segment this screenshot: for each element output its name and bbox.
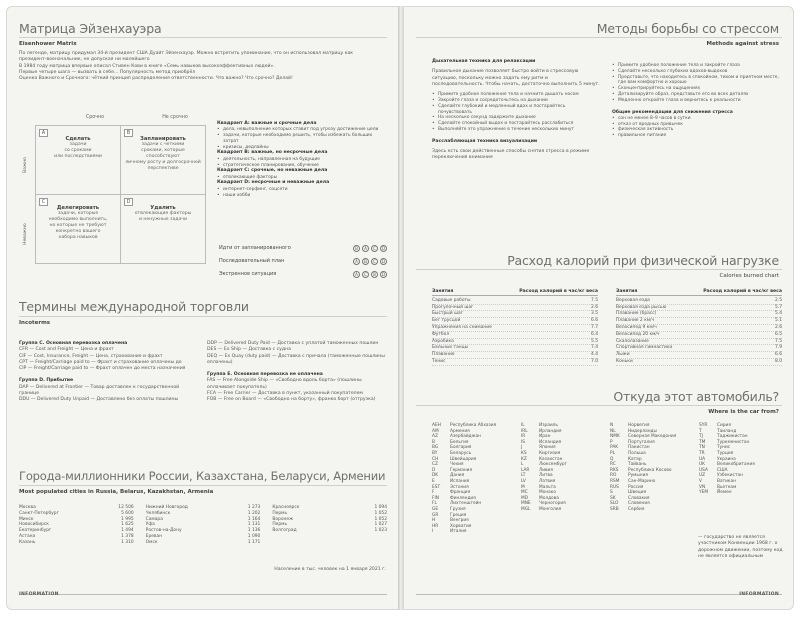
city-population: 5 600: [121, 510, 134, 516]
kcal-value: 3.5: [591, 311, 598, 317]
car-country: Испания: [450, 478, 470, 484]
car-code: N: [610, 423, 614, 428]
car-country: Бельгия: [450, 439, 469, 445]
car-code: DK: [432, 473, 439, 479]
car-code: Q: [610, 456, 614, 462]
activity-name: Скалолазание: [616, 338, 649, 344]
kcal-value: 7.5: [591, 297, 598, 303]
car-code: P: [610, 439, 613, 445]
car-code: SYR: [699, 423, 708, 428]
incoterms-title: Термины международной торговли: [19, 299, 249, 314]
calories-header: [432, 289, 598, 296]
car-code: TR: [699, 450, 705, 456]
car-code: LAR: [521, 467, 530, 473]
activity-name: Велосипед 20 км/ч: [616, 331, 660, 337]
car-code: NL: [610, 428, 616, 434]
table-row: [616, 325, 782, 332]
car-code: USA: [699, 467, 708, 473]
car-country: Болгария: [450, 445, 472, 451]
car-code: J: [521, 445, 523, 451]
car-country: Таиланд: [717, 428, 737, 434]
car-code: LV: [521, 478, 526, 484]
car-code: EST: [432, 484, 441, 490]
city-name: Новосибирск: [19, 522, 49, 528]
stress-right-col: • Примите удобное положение тела и закройте глаза • Сделайте несколько глубоких вдохов-выдохов • Представьте, что находитесь в спокойном, тихом и приятном месте, где вам комфортно и хорошо • Сконцентрируйтесь на ощущениях • Детализируйте образ, представьте его во всех деталях • Медленно откройте глаза и вернитесь к реальности Общие рекомендации для снижения стресса • сон не менее 8–9 часов в сутки • отказ от вредных привычек • физическая активность • правильное питание: [612, 63, 782, 139]
table-row: [19, 540, 134, 546]
col-activity: Занятия: [616, 289, 638, 294]
car-country: Словакия: [628, 495, 650, 501]
cities-table: [19, 505, 387, 546]
car-code: RC: [610, 462, 616, 468]
activity-name: Велосипед 9 км/ч: [616, 324, 657, 330]
car-country: Северная Македония: [628, 434, 677, 440]
cities-column: [146, 505, 261, 546]
car-country: Норвегия: [628, 423, 650, 428]
car-code: H: [432, 518, 436, 524]
car-code: PL: [610, 450, 615, 456]
col-kcal: Расход калорий в час/кг веса: [519, 289, 598, 294]
car-country: Финляндия: [450, 495, 476, 501]
activity-name: Верховая езда рысью: [616, 304, 667, 310]
car-country: Румыния: [628, 473, 648, 479]
quadrant-d: D Удалить отвлекающие факторы и ненужные задачи: [120, 194, 206, 264]
cars-column: [610, 423, 693, 535]
car-code: KZ: [521, 456, 527, 462]
car-country: Япония: [539, 445, 556, 451]
kcal-value: 7.5: [775, 338, 782, 344]
car-country: Ливия: [539, 467, 553, 473]
car-country: Йемен: [717, 490, 732, 496]
right-page: [403, 6, 794, 610]
kcal-value: 6.4: [591, 331, 598, 337]
city-population: 1 164: [247, 516, 261, 522]
table-row: [616, 318, 782, 325]
car-code: TJ: [699, 434, 703, 440]
table-row: [432, 345, 598, 352]
table-row: [616, 298, 782, 305]
car-code: PAK: [610, 445, 619, 451]
label-not-important: Неважно: [23, 223, 28, 245]
car-country: Лихтенштейн: [450, 501, 482, 507]
city-name: Минск: [19, 516, 34, 522]
car-country: Тайвань: [628, 462, 647, 468]
city-name: Пермь: [272, 510, 288, 516]
car-code: HR: [432, 523, 439, 529]
table-row: [616, 332, 782, 339]
city-name: Самара: [145, 516, 163, 522]
activity-name: Бальные танцы: [432, 345, 469, 351]
cars-column: [699, 423, 782, 535]
car-code: S: [610, 490, 613, 496]
cars-subtitle: Where is the car from?: [708, 409, 779, 415]
activity-name: Верховая езда: [616, 297, 650, 303]
flow-row: Последовательный план A B C D: [219, 257, 386, 264]
car-country: Греция: [450, 512, 467, 518]
quadrant-a: A Сделать задачи со сроками или последствиями: [35, 125, 121, 195]
car-code: TM: [699, 439, 706, 445]
car-country: Ватикан: [717, 478, 736, 484]
calories-subtitle: Calories burned chart: [719, 273, 779, 279]
car-country: Ирландия: [539, 428, 562, 434]
city-population: 1 090: [247, 533, 261, 539]
city-population: 1 494: [121, 528, 134, 534]
car-code: GE: [432, 506, 439, 512]
car-country: Монако: [539, 490, 557, 496]
notebook-spread: [6, 6, 794, 618]
car-country: Израиль: [539, 423, 558, 428]
car-country: Иран: [539, 434, 551, 440]
car-country: Швейцария: [450, 456, 477, 462]
city-population: 1 027: [374, 522, 388, 528]
cars-table: [432, 423, 782, 535]
car-country: Эстония: [450, 484, 469, 490]
city-population: 1 995: [121, 516, 134, 522]
car-country: Туркменистан: [717, 439, 750, 445]
car-code-row: [610, 507, 693, 513]
car-code: RSM: [610, 478, 620, 484]
car-country: Италия: [450, 529, 467, 535]
city-name: Уфа: [145, 522, 155, 528]
city-population: 12 506: [118, 505, 134, 510]
table-row: [432, 298, 598, 305]
car-country: США: [717, 467, 728, 473]
car-country: Беларусь: [450, 450, 472, 456]
activity-name: Быстрый шаг: [432, 311, 463, 317]
car-code: LT: [521, 473, 526, 479]
kcal-value: 5.4: [775, 311, 782, 317]
car-country: Республика Косово: [628, 467, 672, 473]
car-country: Узбекистан: [717, 473, 743, 479]
car-code: CZ: [432, 462, 438, 468]
car-code: MNE: [521, 501, 531, 507]
car-code: FL: [432, 501, 437, 507]
calories-header: [616, 289, 782, 296]
calories-table-right: [616, 289, 782, 366]
car-country: Турция: [717, 450, 734, 456]
cities-column: [19, 505, 134, 546]
city-name: Волгоград: [272, 528, 297, 534]
eisenhower-title: Матрица Эйзенхауэра: [19, 21, 162, 36]
kcal-value: 6.5: [775, 331, 782, 337]
city-population: 1 378: [121, 533, 134, 539]
stress-left-col: Дыхательная техника для релаксации Правильное дыхание позволяет быстро войти в стрессовую ситуацию, поскольку можно задать ему ритм и последовательность. Чтобы начать, достаточно выполнить 5 минут. • Примите удобное положение тела и начните дышать носом • Закройте глаза и сосредоточьтесь на дыхании • Сделайте глубокий и медленный вдох и постарайтесь почувствовать • На несколько секунд задержите дыхание • Сделайте спокойный выдох и постарайтесь расслабиться • Выполняйте это упражнение в течение нескольких минут Расслабляющая техника визуализации Здесь есть свои действенные способы снятия стресса в режиме переключения внимания: [432, 59, 600, 162]
city-population: 1 131: [247, 522, 261, 528]
table-row: [616, 359, 782, 366]
car-code: YEM: [699, 490, 709, 496]
car-country: Молдова: [539, 495, 559, 501]
car-code: MD: [521, 495, 529, 501]
activity-name: Футбол: [432, 331, 450, 337]
table-row: [432, 332, 598, 339]
kcal-value: 2.6: [591, 304, 598, 310]
calories-table-left: [432, 289, 598, 366]
car-code-row: [521, 507, 604, 513]
car-code: GR: [432, 512, 439, 518]
city-population: 1 052: [374, 510, 388, 516]
activity-name: Прогулочный шаг: [432, 304, 474, 310]
car-code: SRB: [610, 506, 619, 512]
kcal-value: 5.1: [775, 318, 782, 324]
incoterms-left: Группа C. Основная перевозка оплачена CFR — Cost and Freight — Цена и фрахт CIF — Cost, Insurance, Freight — Цена, страхование и фрахт CPT — Freight/Carriage paid to — Фрахт и страхование оплачены до CIP — Freight/Carriage paid to — Фрахт оплачен до места назначения Группа D. Прибытие DAP — Delivered at Frontier — Товар доставлен к государственной границе DDU — Delivered Duty Unpaid — Доставлено без оплаты пошлины: [19, 341, 186, 403]
col-kcal: Расход калорий в час/кг веса: [703, 289, 782, 294]
car-code: I: [432, 529, 434, 535]
kcal-value: 7.9: [775, 345, 782, 351]
activity-name: Бег трусцой: [432, 318, 461, 324]
car-country: Германия: [450, 467, 473, 473]
car-country: Монголия: [539, 506, 562, 512]
car-code: MC: [521, 490, 528, 496]
car-country: Венгрия: [450, 518, 469, 524]
car-country: Черногория: [539, 501, 566, 507]
city-name: Омск: [145, 539, 158, 545]
activity-name: Плавание (брасс): [616, 311, 657, 317]
city-population: 1 171: [247, 539, 261, 545]
cars-title: Откуда этот автомобиль?: [613, 389, 779, 404]
car-country: Латвия: [539, 478, 556, 484]
activity-name: Аэробика: [432, 338, 454, 344]
activity-name: Лыжи: [616, 352, 630, 358]
car-country: Нидерланды: [628, 428, 657, 434]
city-name: Казань: [19, 539, 36, 545]
city-name: Челябинск: [145, 510, 171, 516]
activity-name: Плавание: [432, 352, 455, 358]
car-code: IL: [521, 423, 525, 428]
city-name: Москва: [19, 505, 36, 510]
car-code: MGL: [521, 506, 531, 512]
car-code: TN: [699, 445, 705, 451]
car-code: VN: [699, 484, 706, 490]
kcal-value: 6.6: [775, 352, 782, 358]
city-name: Ростов-на-Дону: [145, 528, 182, 534]
city-population: 1 136: [247, 528, 261, 534]
city-population: 1 202: [247, 510, 261, 516]
car-code: RO: [610, 473, 617, 479]
car-country: Пакистан: [628, 445, 650, 451]
car-code: UZ: [699, 473, 706, 479]
col-activity: Занятия: [432, 289, 454, 294]
car-country: Сан-Марино: [628, 478, 656, 484]
car-code: V: [699, 478, 702, 484]
city-name: Воронеж: [272, 516, 294, 522]
flow-row: Идти от запланированного B A C D: [219, 244, 386, 251]
activity-name: Тенис: [432, 358, 446, 364]
cars-column: [432, 423, 515, 535]
activity-name: Плавание 2 км/ч: [616, 318, 655, 324]
car-country: Исландия: [539, 439, 562, 445]
car-country: Хорватия: [450, 523, 472, 529]
car-country: Мальта: [539, 484, 556, 490]
car-country: Дания: [450, 473, 465, 479]
table-row: [432, 359, 598, 366]
city-population: 1 625: [121, 522, 134, 528]
eisenhower-subtitle: Eisenhower Matrix: [19, 41, 77, 47]
car-country: Литва: [539, 473, 553, 479]
car-code: L: [521, 462, 524, 468]
car-code: AM: [432, 428, 439, 434]
cities-note: Население в тыс. человек на 1 января 2021 г.: [274, 567, 386, 572]
car-code: SLO: [610, 501, 619, 507]
eisenhower-matrix: [19, 115, 213, 271]
car-code: M: [521, 484, 525, 490]
eisenhower-intro: По легенде, матрицу придумал 34-й президент США Дуайт Эйзенхауэр. Можно встретить упоминание, что он использовал матрицу как президент-военачальник, не допуская ни малейшего В 1984 году матрица впервые описал Стивен Кови в книге «Семь навыков высокоэффективных людей». Первые четыре шага — вызвать в себе... Популярность метод приобрёл Оценка Важного и Срочного: чёткий принцип распределения ответственности. Что важно? Что срочно? Делай!: [19, 51, 354, 82]
cities-title: Города-миллионники России, Казахстана, Беларуси, Армении: [19, 469, 386, 483]
car-code: AZ: [432, 434, 438, 440]
car-country: Чехия: [450, 462, 464, 468]
cities-subtitle: Most populated cities in Russia, Belarus, Kazakhstan, Armenia: [19, 489, 214, 495]
city-name: Ереван: [145, 533, 163, 539]
cars-column: [521, 423, 604, 535]
incoterms-right: DDP — Delivered Duty Paid — Доставка с уплатой таможенных пошлин DES — Ex Ship — Доставка с судна DEQ — Ex Quay (duty paid) — Доставка с причала (таможенные пошлины оплачены) Группа E. Основная перевозка не оплачена FAS — Free Alongside Ship — «Свободно вдоль борта» (пошлины оплачивает покупатель) FCA — Free Carrier — Доставка в пункт, указанный покупателем FOB — Free on Board — «Свободно на борту», франко борт (отгрузка): [207, 341, 385, 403]
right-footer: INFORMATION: [739, 592, 779, 597]
car-country: Грузия: [450, 506, 466, 512]
city-population: 1 023: [374, 528, 388, 534]
car-code: RKS: [610, 467, 619, 473]
car-country: Армения: [450, 428, 470, 434]
kcal-value: 7.7: [591, 324, 598, 330]
car-code: E: [432, 478, 435, 484]
stress-title: Методы борьбы со стрессом: [596, 21, 779, 36]
table-row: [432, 325, 598, 332]
city-name: Санкт-Петербург: [19, 510, 59, 516]
left-page: [6, 6, 399, 610]
header-urgent: Срочно: [85, 115, 105, 120]
city-population: 1 310: [121, 539, 134, 545]
car-country: Казахстан: [539, 456, 563, 462]
cars-note: — государство не является участником Конвенции 1968 г. о дорожном движении, поэтому код не является официальным: [698, 535, 783, 559]
car-country: Польша: [628, 450, 646, 456]
kcal-value: 5.5: [591, 338, 598, 344]
car-code: UK: [699, 462, 705, 468]
car-country: Франция: [450, 490, 471, 496]
car-country: Катар: [628, 456, 642, 462]
table-row: [272, 528, 387, 534]
car-code: IRL: [521, 428, 528, 434]
left-footer: INFORMATION: [19, 592, 59, 597]
kcal-value: 2.5: [775, 297, 782, 303]
activity-name: Спортивная гимнастика: [616, 345, 673, 351]
kcal-value: 2.6: [775, 324, 782, 330]
car-code-row: [432, 529, 515, 535]
kcal-value: 7.4: [591, 345, 598, 351]
car-code: CH: [432, 456, 439, 462]
car-country: Сирия: [717, 423, 731, 428]
car-code: D: [432, 467, 436, 473]
activity-name: Садовые работы: [432, 297, 471, 303]
city-name: Екатеринбург: [19, 528, 52, 534]
table-row: [432, 352, 598, 359]
car-code-row: [699, 490, 782, 496]
car-country: Украина: [717, 456, 736, 462]
car-country: Киргизия: [539, 450, 561, 456]
car-country: Таджикистан: [717, 434, 748, 440]
flow-sequences: [219, 241, 389, 280]
quadrant-c: C Делегировать задачи, которые необходимо выполнить, но которые не требуют конкретно вашего набора навыков: [35, 194, 121, 264]
kcal-value: 8.0: [775, 358, 782, 364]
incoterms-subtitle: Incoterms: [19, 320, 51, 326]
kcal-value: 4.4: [591, 352, 598, 358]
quadrant-b: B Запланировать задачи с четкими сроками, которые способствуют личному росту и долгосрочной перспективе: [120, 125, 206, 195]
kcal-value: 7.0: [591, 358, 598, 364]
label-important: Важно: [23, 157, 28, 173]
car-country: Республика Абхазия: [450, 423, 497, 428]
table-row: [432, 318, 598, 325]
car-country: Португалия: [628, 439, 655, 445]
car-country: Вьетнам: [717, 484, 737, 490]
cities-column: [272, 505, 387, 546]
table-row: [146, 540, 261, 546]
kcal-value: 5.7: [775, 304, 782, 310]
car-code: RUS: [610, 484, 619, 490]
city-name: Пермь: [272, 522, 288, 528]
car-country: Люксембург: [539, 462, 567, 468]
car-country: Словения: [628, 501, 650, 507]
city-name: Красноярск: [272, 505, 300, 510]
car-code: F: [432, 490, 435, 496]
car-code: B: [432, 439, 435, 445]
car-country: Сербия: [628, 506, 645, 512]
table-row: [616, 352, 782, 359]
city-population: 1 273: [247, 505, 261, 510]
car-country: Тунис: [717, 445, 731, 451]
kcal-value: 6.6: [591, 318, 598, 324]
city-name: Нижний Новгород: [145, 505, 188, 510]
car-code: BG: [432, 445, 439, 451]
city-name: Астана: [19, 533, 36, 539]
car-code: BY: [432, 450, 438, 456]
car-country: Азербайджан: [450, 434, 481, 440]
city-population: 1 094: [374, 505, 388, 510]
header-not-urgent: Не срочно: [162, 115, 188, 120]
car-country: Россия: [628, 484, 644, 490]
calories-title: Расход калорий при физической нагрузке: [507, 253, 779, 268]
stress-subtitle: Methods against stress: [706, 41, 779, 47]
activity-name: Упражнения на снимание: [432, 324, 492, 330]
city-population: 1 052: [374, 516, 388, 522]
table-row: [616, 345, 782, 352]
car-code: KS: [521, 450, 527, 456]
car-code: FIN: [432, 495, 439, 501]
car-code: SK: [610, 495, 616, 501]
car-code: AEH: [432, 423, 441, 428]
activity-name: Коньки: [616, 358, 633, 364]
car-country: Швеция: [628, 490, 647, 496]
car-code: IS: [521, 439, 525, 445]
quadrant-notes: Квадрант A: важные и срочные дела • дела, невыполнение которых ставит под угрозу достижение цели • задачи, которые необходимо решить, чтобы избежать больших затрат • кризисы, дедлайны Квадрант B: важные, но несрочные дела • деятельность, направленная на будущие • стратегическое планирование, обучение Квадрант C: срочные, но неважные дела • отвлекающие факторы Квадрант D: несрочные и неважные дела • интернет-серфинг, соцсети • наши хобби: [217, 121, 389, 198]
car-code: T: [699, 428, 702, 434]
flow-row: Экстренное ситуация A C B D: [219, 270, 386, 277]
car-code: NMK: [610, 434, 620, 440]
car-code: IR: [521, 434, 526, 440]
car-code: UA: [699, 456, 706, 462]
car-country: Великобритания: [717, 462, 755, 468]
